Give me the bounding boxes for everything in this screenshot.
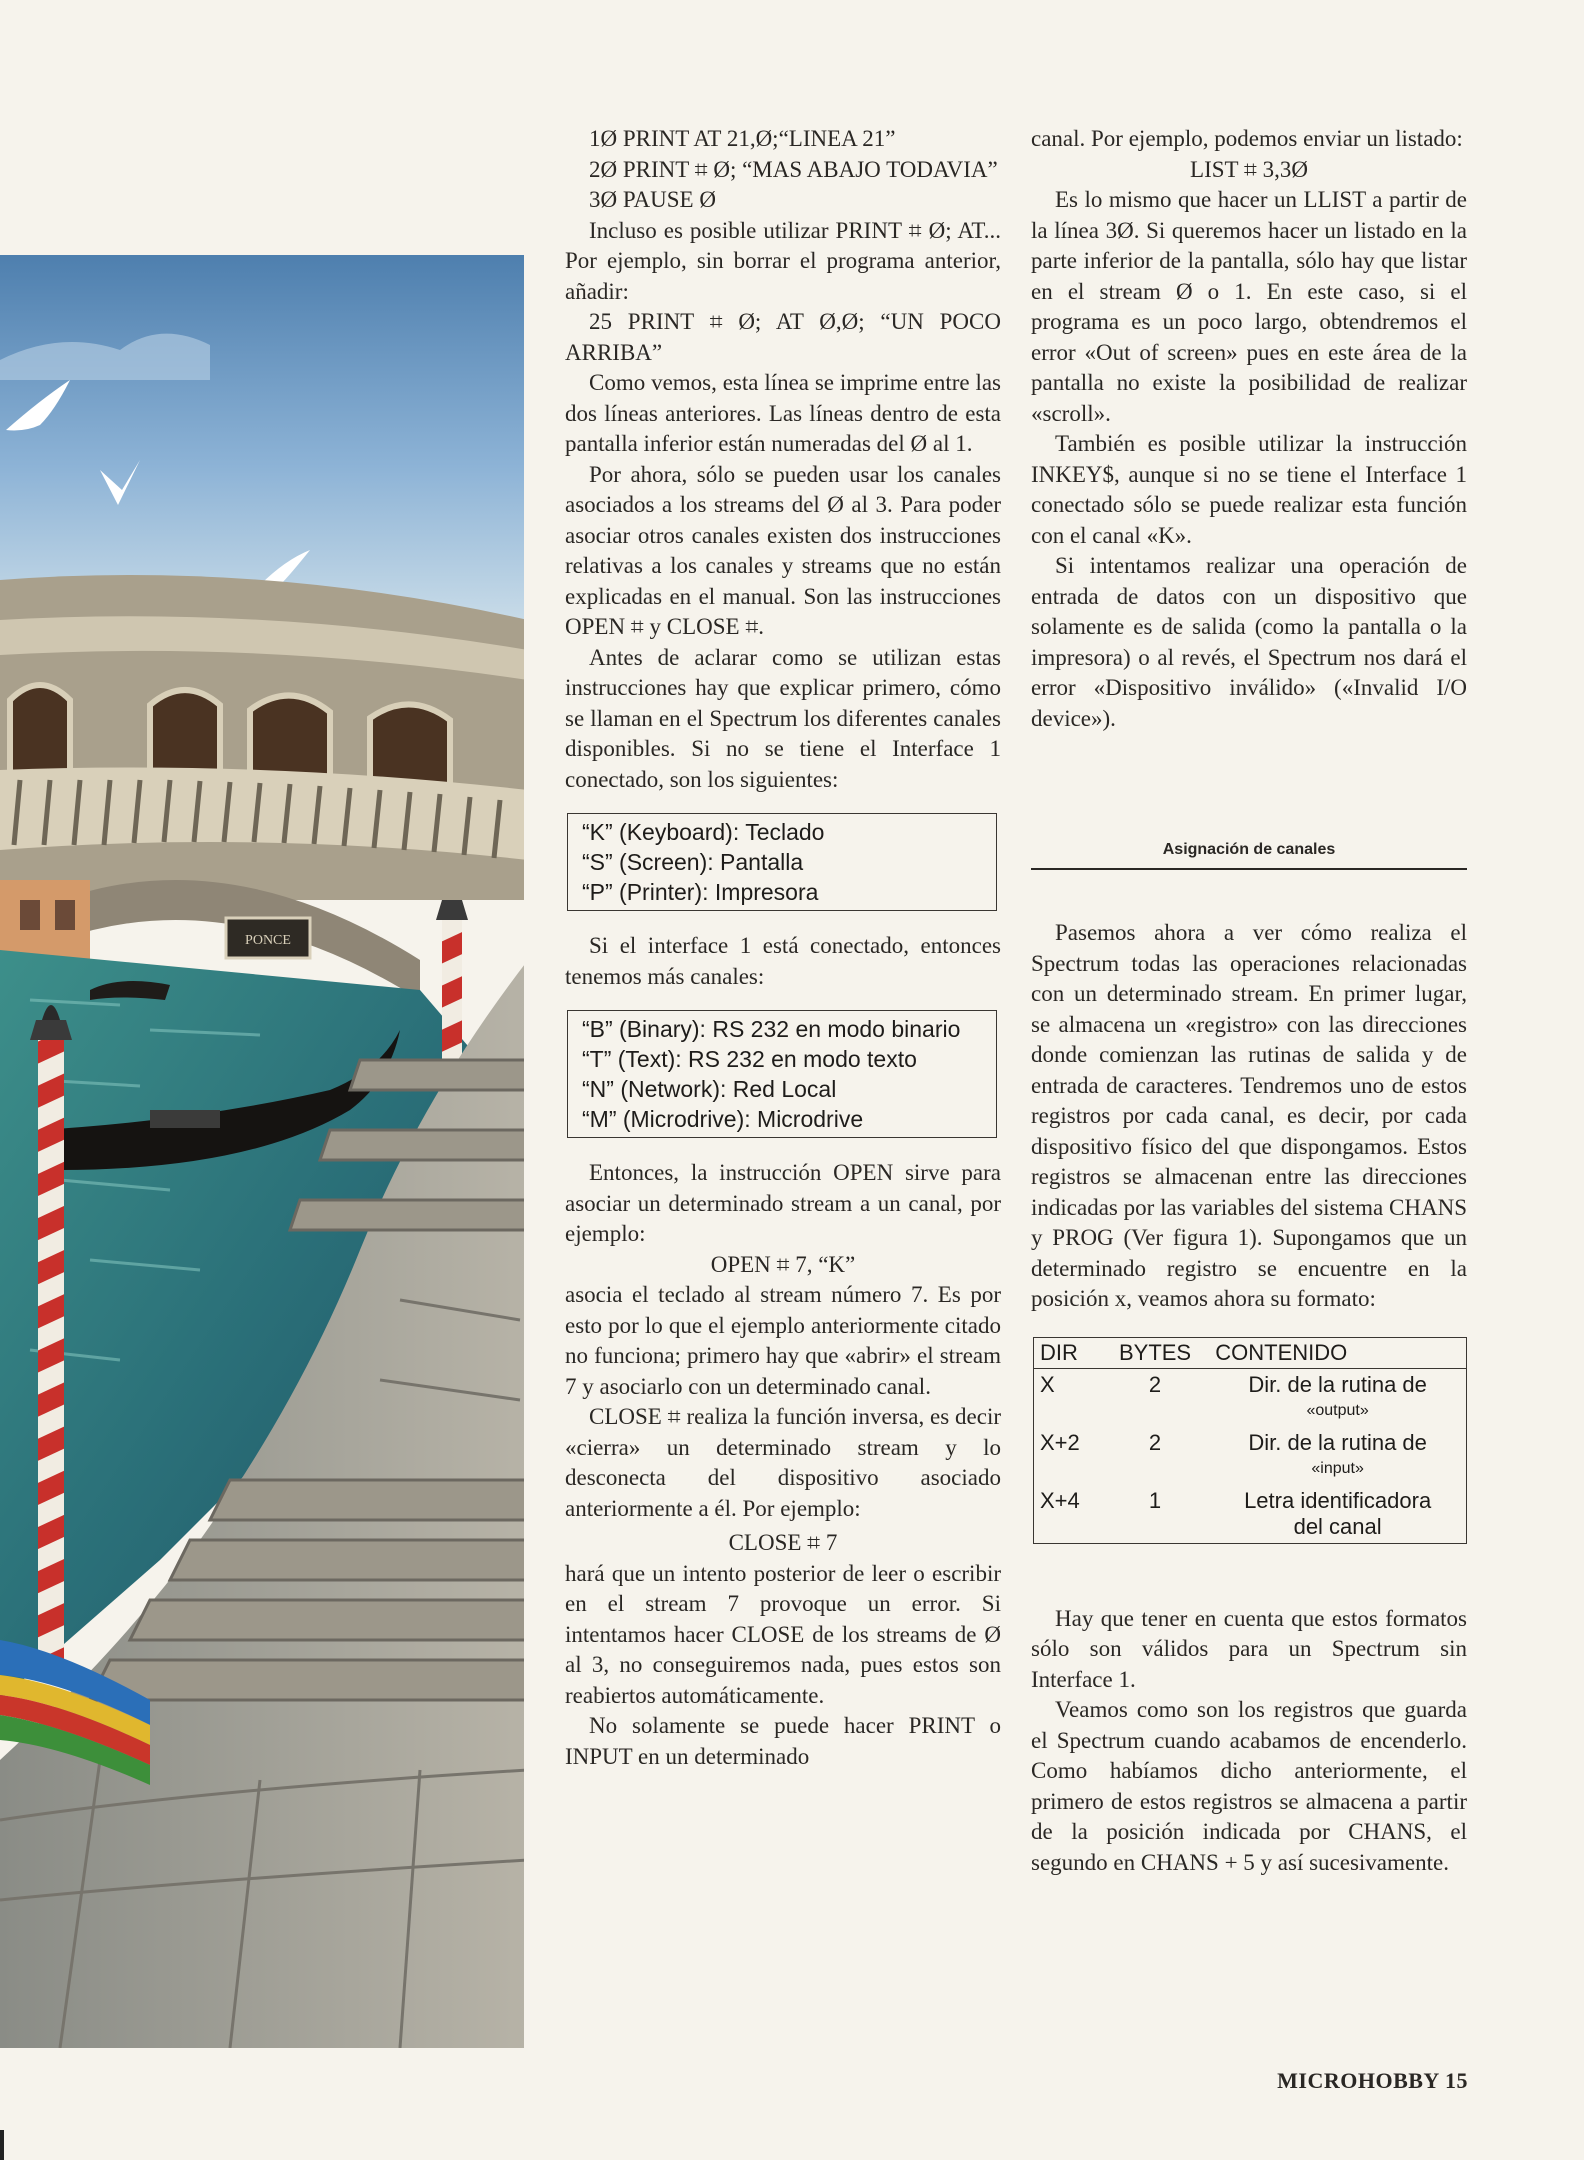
code-example: LIST ⌗ 3,3Ø: [1190, 156, 1308, 182]
cell-line: «input»: [1311, 1459, 1364, 1477]
table-cell: 1: [1148, 1487, 1162, 1513]
channels-box-interface1: [567, 1010, 997, 1138]
paragraph: Antes de aclarar como se utilizan estas instrucciones hay que explicar primero, cómo se llaman en el Spectrum los diferentes canales disponibles. Si no se tiene el Interface 1 conectado, son los siguientes:: [565, 644, 1001, 792]
paragraph: Es lo mismo que hacer un LLIST a partir de la línea 3Ø. Si queremos hacer un listado en la parte inferior de la pantalla, sólo hay que listar en el stream Ø o 1. En este caso, si el programa es un poco largo, obtendremos el error «Out of screen» pues en este área de la pantalla no existe la posibilidad de realizar «scroll».: [1031, 187, 1467, 426]
table-header-row: [1034, 1337, 1467, 1368]
margin-rule: [0, 2130, 4, 2160]
table-cell: X+4: [1040, 1487, 1080, 1513]
table-cell: [1209, 1485, 1466, 1544]
paragraph: Como vemos, esta línea se imprime entre las dos líneas anteriores. Las líneas dentro de esta pantalla inferior están numeradas del Ø al 1.: [565, 370, 1001, 456]
code-example: CLOSE ⌗ 7: [728, 1530, 838, 1555]
channel-entry: “K” (Keyboard): Teclado: [582, 819, 825, 845]
table-cell: X+2: [1040, 1429, 1080, 1455]
paragraph: Veamos como son los registros que guarda el Spectrum cuando acabamos de encenderlo. Como habíamos dicho anteriormente, el primero de estos registros se almacena a partir de la posición indicada por CHANS, el segundo en CHANS + 5 y así sucesivamente.: [1031, 1697, 1467, 1875]
paragraph: Si intentamos realizar una operación de entrada de datos con un dispositivo que solamente es de salida (como la pantalla o la impresora) o al revés, el Spectrum nos dará el error «Dispositivo inválido» («Invalid I/O device»).: [1031, 553, 1467, 731]
register-format-table: [1033, 1337, 1467, 1544]
paragraph: También es posible utilizar la instrucción INKEY$, aunque si no se tiene el Interface 1 conectado sólo se puede realizar esta función con el canal «K».: [1031, 431, 1467, 548]
paragraph: Incluso es posible utilizar PRINT ⌗ Ø; AT... Por ejemplo, sin borrar el programa anterior, añadir:: [565, 217, 1001, 304]
table-cell: X: [1040, 1371, 1055, 1397]
paragraph: Hay que tener en cuenta que estos formatos sólo son válidos para un Spectrum sin Interface 1.: [1031, 1605, 1467, 1692]
table-cell: [1209, 1427, 1466, 1485]
channels-box-basic: [567, 813, 997, 911]
paragraph: canal. Por ejemplo, podemos enviar un listado:: [1031, 126, 1463, 151]
channel-entry: “M” (Microdrive): Microdrive: [582, 1106, 864, 1132]
table-row: [1034, 1368, 1467, 1427]
code-line-30: 3Ø PAUSE Ø: [589, 187, 716, 212]
table-header: BYTES: [1101, 1337, 1209, 1368]
table-cell: 2: [1148, 1371, 1162, 1397]
magazine-name: MICROHOBBY: [1277, 2068, 1439, 2093]
cell-line: del canal: [1293, 1513, 1382, 1539]
channel-entry: “B” (Binary): RS 232 en modo binario: [582, 1016, 961, 1042]
table-header: CONTENIDO: [1209, 1337, 1466, 1368]
table-header: DIR: [1034, 1337, 1101, 1368]
paragraph: Por ahora, sólo se pueden usar los canales asociados a los streams del Ø al 3. Para poder asociar otros canales existen dos instrucciones relativas a los canales y streams que no están explicadas en el manual. Son las instrucciones OPEN ⌗ y CLOSE ⌗.: [565, 461, 1001, 639]
channel-entry: “T” (Text): RS 232 en modo texto: [582, 1046, 917, 1072]
paragraph: hará que un intento posterior de leer o escribir en el stream 7 provoque un error. Si intentamos hacer CLOSE de los streams de Ø al 3, no conseguiremos nada, pues estos son reabiertos automáticamente.: [565, 1560, 1001, 1708]
paragraph: CLOSE ⌗ realiza la función inversa, es decir «cierra» un determinado stream y lo desconecta del dispositivo asociado anteriormente a él. Por ejemplo:: [565, 1404, 1001, 1521]
cell-line: Dir. de la rutina de: [1248, 1371, 1427, 1397]
venice-illustration: [0, 0, 528, 2048]
page-footer: [1248, 2068, 1468, 2094]
ponce-sign: [226, 918, 310, 958]
page-number: 15: [1445, 2068, 1468, 2093]
paragraph: Entonces, la instrucción OPEN sirve para asociar un determinado stream a un canal, por ejemplo:: [565, 1160, 1001, 1246]
code-example: OPEN ⌗ 7, “K”: [710, 1251, 856, 1277]
cell-line: Dir. de la rutina de: [1248, 1429, 1427, 1455]
code-line-20: 2Ø PRINT ⌗ Ø; “MAS ABAJO TODAVIA”: [589, 156, 998, 182]
text-column-2: [1031, 124, 1467, 1878]
cell-line: «output»: [1306, 1401, 1369, 1419]
cell-line: Letra identificadora: [1244, 1487, 1432, 1513]
channel-entry: “N” (Network): Red Local: [582, 1076, 837, 1102]
code-line-25: 25 PRINT ⌗ Ø; AT Ø,Ø; “UN POCO ARRIBA”: [565, 309, 1001, 365]
code-line-10: 1Ø PRINT AT 21,Ø;“LINEA 21”: [589, 126, 896, 151]
paragraph: Si el interface 1 está conectado, entonces tenemos más canales:: [565, 933, 1001, 989]
table-cell: [1209, 1368, 1466, 1427]
table-row: [1034, 1485, 1467, 1544]
paragraph: Pasemos ahora a ver cómo realiza el Spectrum todas las operaciones relacionadas con un determinado stream. En primer lugar, se almacena un «registro» con las direcciones donde comienzan las rutinas de salida y de entrada de caracteres. Tendremos uno de estos registros por cada canal, es decir, por cada dispositivo físico del que dispongamos. Estos registros se almacenan entre las direcciones indicadas por las variables del sistema CHANS y PROG (Ver figura 1). Supongamos que un determinado registro se encuentre en la posición x, veamos ahora su formato:: [1031, 920, 1467, 1311]
paragraph: asocia el teclado al stream número 7. Es por esto por lo que el ejemplo anteriormente citado no funciona; primero hay que «abrir» el stream 7 y asociarlo con un determinado canal.: [565, 1282, 1001, 1399]
table-cell: 2: [1148, 1429, 1162, 1455]
paragraph: No solamente se puede hacer PRINT o INPUT en un determinado: [565, 1713, 1001, 1769]
channel-entry: “P” (Printer): Impresora: [582, 879, 819, 905]
section-heading: Asignación de canales: [1031, 840, 1467, 870]
table-row: [1034, 1427, 1467, 1485]
channel-entry: “S” (Screen): Pantalla: [582, 849, 804, 875]
text-column-1: [565, 124, 1001, 1772]
sign-text: PONCE: [245, 933, 291, 948]
